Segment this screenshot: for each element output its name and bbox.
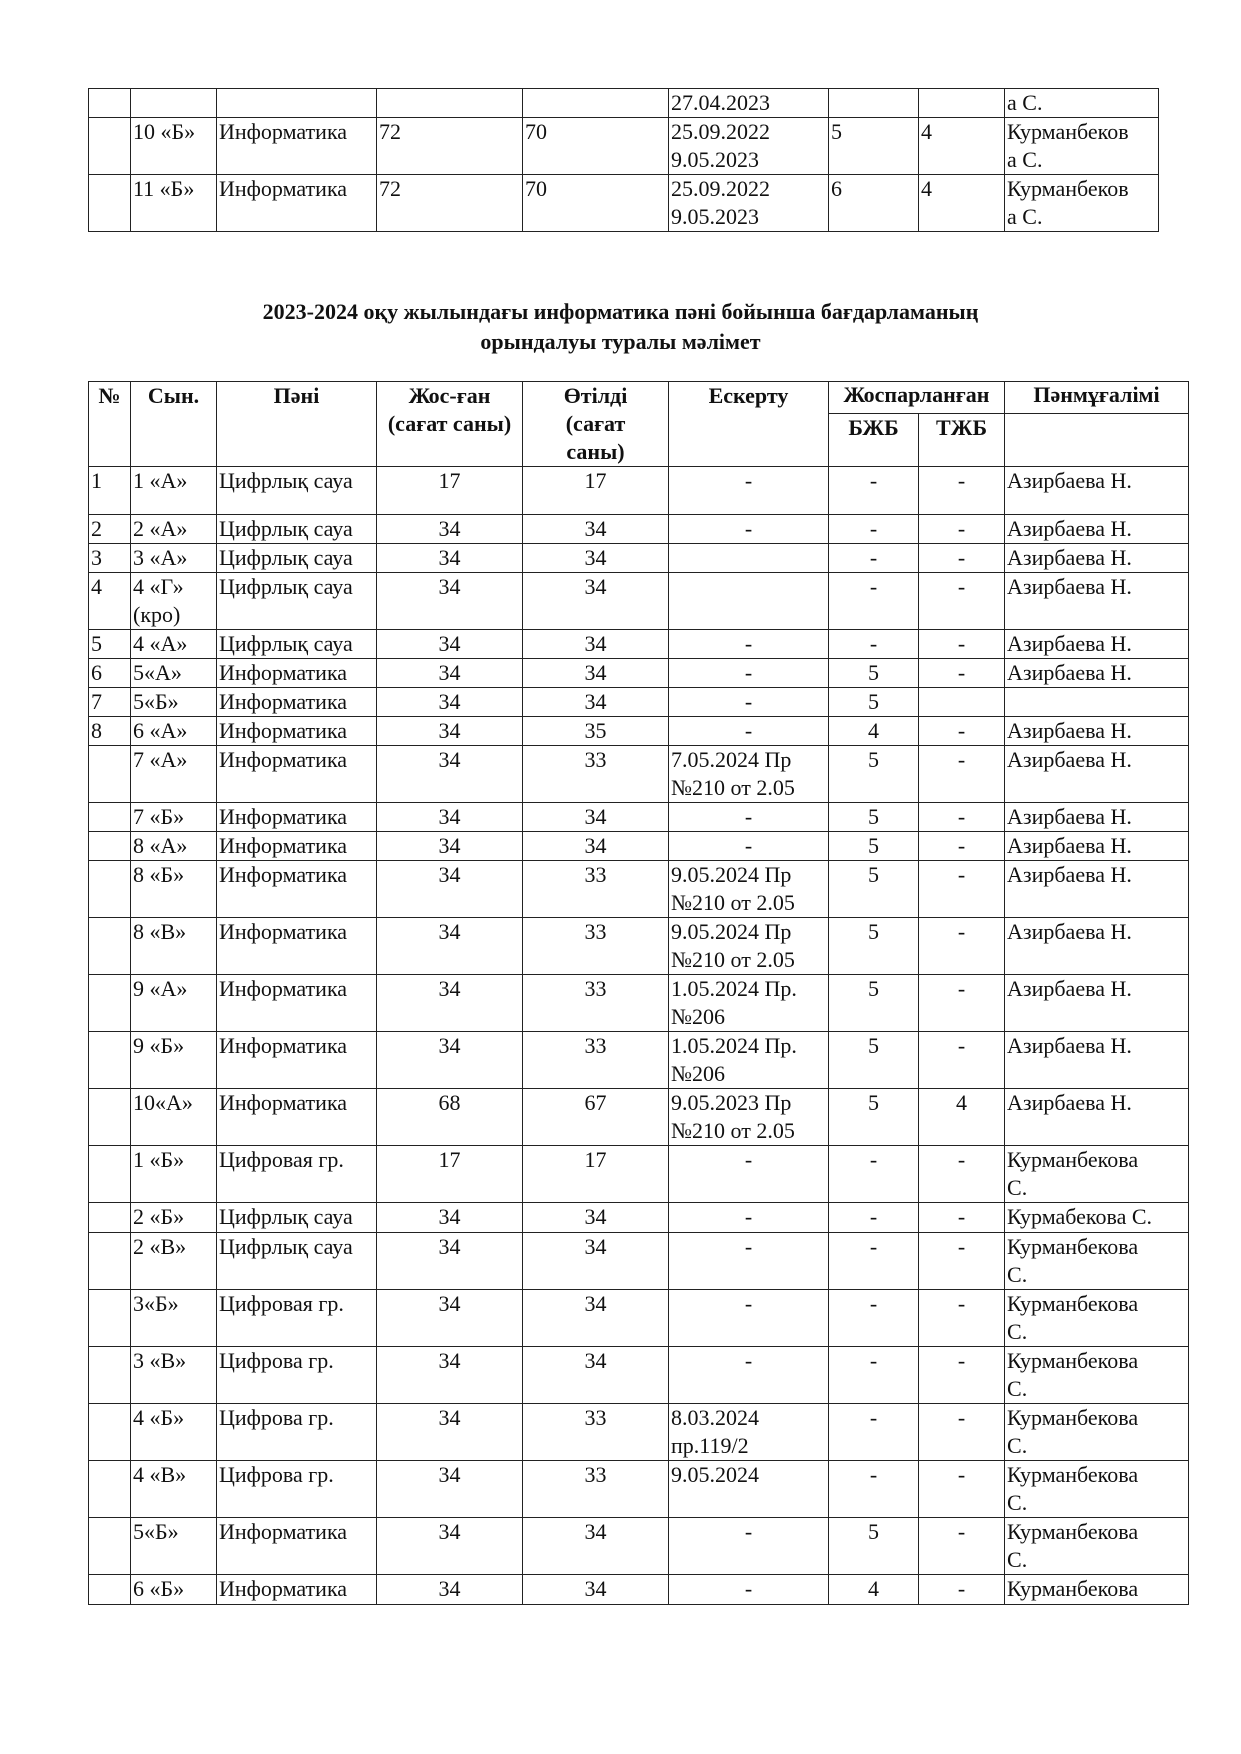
cell-tzhb: - <box>919 746 1005 803</box>
cell-done: 17 <box>523 467 669 515</box>
cell-cls: 9 «Б» <box>131 1032 217 1089</box>
cell-bzhb: 5 <box>829 688 919 717</box>
cell-cls: 9 «А» <box>131 975 217 1032</box>
cell-subject: Информатика <box>217 918 377 975</box>
cell-teacher: Азирбаева Н. <box>1005 746 1189 803</box>
cell-num: 5 <box>89 630 131 659</box>
cell-note <box>669 544 829 573</box>
cell-planned: 34 <box>377 1461 523 1518</box>
cell-done: 70 <box>523 118 669 175</box>
cell-done: 33 <box>523 1404 669 1461</box>
cell-tzhb: - <box>919 861 1005 918</box>
table-row <box>89 918 1189 975</box>
cell-planned: 34 <box>377 832 523 861</box>
table-row <box>89 1404 1189 1461</box>
cell-tzhb: - <box>919 717 1005 746</box>
cell-planned: 34 <box>377 717 523 746</box>
cell-planned: 34 <box>377 1347 523 1404</box>
table-row <box>89 89 1159 118</box>
cell-cls: 5«А» <box>131 659 217 688</box>
table-row <box>89 515 1189 544</box>
cell-done: 34 <box>523 573 669 630</box>
cell-bzhb: 4 <box>829 717 919 746</box>
cell-planned: 34 <box>377 746 523 803</box>
cell-tzhb: - <box>919 630 1005 659</box>
cell-note: 9.05.2024 <box>669 1461 829 1518</box>
cell-planned: 34 <box>377 1404 523 1461</box>
program-execution-table <box>88 381 1189 1605</box>
cell-teacher: Курманбекова С. <box>1005 1461 1189 1518</box>
cell-cls: 4 «А» <box>131 630 217 659</box>
cell-done: 34 <box>523 832 669 861</box>
cell-cls: 3 «В» <box>131 1347 217 1404</box>
header-bzhb: БЖБ <box>829 414 919 467</box>
cell-planned: 34 <box>377 1575 523 1605</box>
cell-note: - <box>669 467 829 515</box>
cell-num <box>89 1146 131 1203</box>
cell-done: 17 <box>523 1146 669 1203</box>
cell-done: 34 <box>523 688 669 717</box>
cell-dates: 27.04.2023 <box>669 89 829 118</box>
cell-done: 34 <box>523 1575 669 1605</box>
table-row <box>89 118 1159 175</box>
cell-done: 33 <box>523 975 669 1032</box>
cell-num <box>89 803 131 832</box>
cell-teacher: Курманбекова <box>1005 1575 1189 1605</box>
cell-done: 33 <box>523 746 669 803</box>
cell-bzhb: - <box>829 630 919 659</box>
header-subject: Пәні <box>217 382 377 467</box>
cell-bzhb: - <box>829 467 919 515</box>
cell-subject: Информатика <box>217 975 377 1032</box>
table-row <box>89 1203 1189 1233</box>
cell-num <box>89 1032 131 1089</box>
cell-bzhb: 4 <box>829 1575 919 1605</box>
cell-bzhb: 5 <box>829 975 919 1032</box>
header-note: Ескерту <box>669 382 829 467</box>
cell-bzhb: - <box>829 1347 919 1404</box>
cell-planned: 34 <box>377 544 523 573</box>
cell-cls <box>131 89 217 118</box>
table-row <box>89 717 1189 746</box>
cell-cls: 7 «А» <box>131 746 217 803</box>
cell-teacher: Курманбекова С. <box>1005 1233 1189 1290</box>
cell-subject: Информатика <box>217 803 377 832</box>
cell-teacher: Курманбекова С. <box>1005 1404 1189 1461</box>
cell-cls: 2 «Б» <box>131 1203 217 1233</box>
header-done-hours: Өтілді (сағат саны) <box>523 382 669 467</box>
cell-num <box>89 89 131 118</box>
cell-num <box>89 1404 131 1461</box>
cell-done: 34 <box>523 1518 669 1575</box>
cell-num <box>89 1461 131 1518</box>
cell-bzhb <box>829 89 919 118</box>
cell-done: 35 <box>523 717 669 746</box>
cell-bzhb: - <box>829 1404 919 1461</box>
cell-planned: 34 <box>377 1203 523 1233</box>
cell-planned: 17 <box>377 1146 523 1203</box>
cell-bzhb: - <box>829 1203 919 1233</box>
cell-bzhb: - <box>829 573 919 630</box>
cell-teacher: Курманбекова С. <box>1005 1290 1189 1347</box>
cell-tzhb: - <box>919 832 1005 861</box>
cell-bzhb: 5 <box>829 1518 919 1575</box>
cell-subject: Цифровая гр. <box>217 1290 377 1347</box>
cell-cls: 3 «А» <box>131 544 217 573</box>
cell-bzhb: 5 <box>829 659 919 688</box>
table-row <box>89 659 1189 688</box>
cell-bzhb: 5 <box>829 1032 919 1089</box>
cell-planned: 34 <box>377 861 523 918</box>
header-teacher-blank <box>1005 414 1189 467</box>
cell-num: 3 <box>89 544 131 573</box>
cell-cls: 5«Б» <box>131 1518 217 1575</box>
cell-subject: Цифрлық сауа <box>217 630 377 659</box>
cell-num: 1 <box>89 467 131 515</box>
cell-teacher: Курманбеков а С. <box>1005 175 1159 232</box>
cell-subject: Информатика <box>217 1575 377 1605</box>
cell-done: 67 <box>523 1089 669 1146</box>
table-row <box>89 1575 1189 1605</box>
header-class: Сын. <box>131 382 217 467</box>
cell-bzhb: - <box>829 1233 919 1290</box>
cell-note: 1.05.2024 Пр. №206 <box>669 975 829 1032</box>
cell-teacher: Азирбаева Н. <box>1005 803 1189 832</box>
cell-tzhb: - <box>919 918 1005 975</box>
table-row <box>89 1032 1189 1089</box>
cell-done: 34 <box>523 1290 669 1347</box>
cell-subject: Цифрлық сауа <box>217 515 377 544</box>
cell-cls: 1 «Б» <box>131 1146 217 1203</box>
cell-teacher: Курманбекова С. <box>1005 1347 1189 1404</box>
cell-cls: 2 «А» <box>131 515 217 544</box>
cell-subject: Цифрлық сауа <box>217 1203 377 1233</box>
cell-teacher: Азирбаева Н. <box>1005 975 1189 1032</box>
table-row <box>89 975 1189 1032</box>
cell-tzhb: - <box>919 1032 1005 1089</box>
cell-bzhb: - <box>829 1290 919 1347</box>
cell-cls: 4 «Б» <box>131 1404 217 1461</box>
cell-teacher: Азирбаева Н. <box>1005 717 1189 746</box>
cell-teacher: Азирбаева Н. <box>1005 467 1189 515</box>
cell-note: - <box>669 1347 829 1404</box>
cell-subject: Цифрлық сауа <box>217 467 377 515</box>
cell-teacher: Курманбекова С. <box>1005 1146 1189 1203</box>
cell-num <box>89 746 131 803</box>
cell-planned: 72 <box>377 175 523 232</box>
cell-num: 2 <box>89 515 131 544</box>
cell-tzhb: 4 <box>919 1089 1005 1146</box>
cell-cls: 4 «Г» (кро) <box>131 573 217 630</box>
cell-done: 34 <box>523 1203 669 1233</box>
cell-subject: Информатика <box>217 118 377 175</box>
cell-tzhb: - <box>919 1146 1005 1203</box>
cell-subject: Информатика <box>217 659 377 688</box>
cell-tzhb: - <box>919 1518 1005 1575</box>
cell-num <box>89 918 131 975</box>
cell-cls: 7 «Б» <box>131 803 217 832</box>
cell-planned: 34 <box>377 630 523 659</box>
cell-note: 8.03.2024 пр.119/2 <box>669 1404 829 1461</box>
cell-tzhb: - <box>919 1290 1005 1347</box>
cell-subject: Информатика <box>217 861 377 918</box>
table-row <box>89 175 1159 232</box>
cell-num: 6 <box>89 659 131 688</box>
cell-done: 34 <box>523 803 669 832</box>
cell-done <box>523 89 669 118</box>
cell-teacher: Азирбаева Н. <box>1005 1089 1189 1146</box>
cell-tzhb: - <box>919 803 1005 832</box>
page-title <box>0 297 1241 357</box>
cell-note <box>669 573 829 630</box>
cell-note: - <box>669 1518 829 1575</box>
header-teacher: Пәнмұғалімі <box>1005 382 1189 414</box>
cell-bzhb: 5 <box>829 861 919 918</box>
cell-note: - <box>669 832 829 861</box>
cell-subject: Цифровая гр. <box>217 1146 377 1203</box>
cell-subject: Информатика <box>217 1089 377 1146</box>
cell-cls: 10«А» <box>131 1089 217 1146</box>
cell-done: 34 <box>523 659 669 688</box>
cell-bzhb: 5 <box>829 803 919 832</box>
cell-bzhb: 5 <box>829 918 919 975</box>
cell-bzhb: 5 <box>829 118 919 175</box>
cell-done: 34 <box>523 1233 669 1290</box>
table-row <box>89 630 1189 659</box>
cell-subject: Цифрлық сауа <box>217 1233 377 1290</box>
table-row <box>89 1347 1189 1404</box>
cell-bzhb: 6 <box>829 175 919 232</box>
cell-cls: 5«Б» <box>131 688 217 717</box>
cell-planned: 17 <box>377 467 523 515</box>
header-row <box>89 382 1189 414</box>
cell-planned: 34 <box>377 688 523 717</box>
cell-planned: 34 <box>377 975 523 1032</box>
cell-planned: 68 <box>377 1089 523 1146</box>
cell-num <box>89 1575 131 1605</box>
cell-subject: Цифрлық сауа <box>217 544 377 573</box>
cell-tzhb: - <box>919 1404 1005 1461</box>
cell-note: 9.05.2024 Пр №210 от 2.05 <box>669 918 829 975</box>
table-row <box>89 688 1189 717</box>
cell-tzhb: - <box>919 975 1005 1032</box>
cell-done: 34 <box>523 630 669 659</box>
cell-bzhb: - <box>829 544 919 573</box>
cell-tzhb: - <box>919 1461 1005 1518</box>
cell-note: - <box>669 1290 829 1347</box>
cell-dates: 25.09.2022 9.05.2023 <box>669 118 829 175</box>
cell-note: - <box>669 515 829 544</box>
cell-bzhb: 5 <box>829 1089 919 1146</box>
cell-cls: 6 «А» <box>131 717 217 746</box>
cell-done: 33 <box>523 1032 669 1089</box>
cell-subject: Информатика <box>217 746 377 803</box>
cell-tzhb: 4 <box>919 175 1005 232</box>
cell-num <box>89 1347 131 1404</box>
cell-bzhb: - <box>829 1146 919 1203</box>
cell-cls: 8 «В» <box>131 918 217 975</box>
table-row <box>89 1233 1189 1290</box>
cell-tzhb <box>919 89 1005 118</box>
cell-bzhb: - <box>829 515 919 544</box>
cell-tzhb: - <box>919 573 1005 630</box>
cell-note: - <box>669 803 829 832</box>
cell-num: 8 <box>89 717 131 746</box>
previous-year-table <box>88 88 1159 232</box>
cell-teacher: Азирбаева Н. <box>1005 659 1189 688</box>
cell-tzhb: - <box>919 1203 1005 1233</box>
cell-note: 9.05.2024 Пр №210 от 2.05 <box>669 861 829 918</box>
cell-subject: Цифрова гр. <box>217 1347 377 1404</box>
cell-done: 33 <box>523 861 669 918</box>
cell-teacher: Азирбаева Н. <box>1005 918 1189 975</box>
cell-done: 34 <box>523 515 669 544</box>
cell-note: - <box>669 1233 829 1290</box>
cell-teacher: Курманбеков а С. <box>1005 118 1159 175</box>
cell-num <box>89 832 131 861</box>
cell-note: - <box>669 659 829 688</box>
cell-cls: 4 «В» <box>131 1461 217 1518</box>
cell-tzhb: 4 <box>919 118 1005 175</box>
table-row <box>89 1290 1189 1347</box>
cell-note: 1.05.2024 Пр. №206 <box>669 1032 829 1089</box>
cell-subject: Информатика <box>217 832 377 861</box>
table-row <box>89 573 1189 630</box>
cell-note: 7.05.2024 Пр №210 от 2.05 <box>669 746 829 803</box>
table-row <box>89 1089 1189 1146</box>
cell-teacher <box>1005 688 1189 717</box>
cell-done: 34 <box>523 544 669 573</box>
table-row <box>89 832 1189 861</box>
cell-teacher: Азирбаева Н. <box>1005 515 1189 544</box>
cell-planned: 34 <box>377 1032 523 1089</box>
cell-cls: 8 «А» <box>131 832 217 861</box>
cell-done: 34 <box>523 1347 669 1404</box>
cell-cls: 1 «А» <box>131 467 217 515</box>
cell-teacher: Курмабекова С. <box>1005 1203 1189 1233</box>
cell-num <box>89 975 131 1032</box>
cell-note: 9.05.2023 Пр №210 от 2.05 <box>669 1089 829 1146</box>
table-row <box>89 803 1189 832</box>
cell-cls: 10 «Б» <box>131 118 217 175</box>
cell-done: 33 <box>523 1461 669 1518</box>
cell-tzhb: - <box>919 659 1005 688</box>
cell-num <box>89 861 131 918</box>
cell-planned: 34 <box>377 803 523 832</box>
table-row <box>89 746 1189 803</box>
cell-num <box>89 1518 131 1575</box>
cell-num <box>89 1203 131 1233</box>
cell-subject: Информатика <box>217 175 377 232</box>
cell-planned: 34 <box>377 659 523 688</box>
cell-done: 33 <box>523 918 669 975</box>
cell-teacher: Азирбаева Н. <box>1005 1032 1189 1089</box>
cell-subject: Цифрова гр. <box>217 1404 377 1461</box>
cell-subject <box>217 89 377 118</box>
cell-cls: 8 «Б» <box>131 861 217 918</box>
cell-planned: 34 <box>377 1233 523 1290</box>
cell-num <box>89 1290 131 1347</box>
title-line-1: 2023-2024 оқу жылындағы информатика пәні бойынша бағдарламаның <box>262 299 979 324</box>
table-row <box>89 1146 1189 1203</box>
cell-planned: 34 <box>377 1290 523 1347</box>
cell-cls: 2 «В» <box>131 1233 217 1290</box>
cell-num <box>89 118 131 175</box>
cell-teacher: а С. <box>1005 89 1159 118</box>
cell-dates: 25.09.2022 9.05.2023 <box>669 175 829 232</box>
cell-teacher: Азирбаева Н. <box>1005 861 1189 918</box>
cell-subject: Информатика <box>217 1518 377 1575</box>
header-num: № <box>89 382 131 467</box>
cell-num: 7 <box>89 688 131 717</box>
cell-planned: 34 <box>377 1518 523 1575</box>
cell-tzhb: - <box>919 1575 1005 1605</box>
cell-planned <box>377 89 523 118</box>
cell-num <box>89 1089 131 1146</box>
cell-note: - <box>669 1203 829 1233</box>
cell-note: - <box>669 630 829 659</box>
cell-note: - <box>669 1146 829 1203</box>
cell-bzhb: - <box>829 1461 919 1518</box>
cell-tzhb: - <box>919 1233 1005 1290</box>
cell-cls: 11 «Б» <box>131 175 217 232</box>
cell-num: 4 <box>89 573 131 630</box>
cell-bzhb: 5 <box>829 832 919 861</box>
cell-subject: Информатика <box>217 1032 377 1089</box>
header-planned-group: Жоспарланған <box>829 382 1005 414</box>
cell-note: - <box>669 688 829 717</box>
cell-num <box>89 1233 131 1290</box>
cell-tzhb <box>919 688 1005 717</box>
cell-tzhb: - <box>919 544 1005 573</box>
cell-tzhb: - <box>919 467 1005 515</box>
cell-note: - <box>669 717 829 746</box>
cell-planned: 72 <box>377 118 523 175</box>
cell-cls: 3«Б» <box>131 1290 217 1347</box>
cell-planned: 34 <box>377 918 523 975</box>
cell-teacher: Азирбаева Н. <box>1005 630 1189 659</box>
header-tzhb: ТЖБ <box>919 414 1005 467</box>
cell-teacher: Азирбаева Н. <box>1005 832 1189 861</box>
table-row <box>89 861 1189 918</box>
cell-subject: Цифрлық сауа <box>217 573 377 630</box>
table-row <box>89 467 1189 515</box>
title-line-2: орындалуы туралы мәлімет <box>480 329 761 354</box>
table-row <box>89 1461 1189 1518</box>
cell-planned: 34 <box>377 515 523 544</box>
cell-planned: 34 <box>377 573 523 630</box>
cell-done: 70 <box>523 175 669 232</box>
cell-tzhb: - <box>919 515 1005 544</box>
cell-bzhb: 5 <box>829 746 919 803</box>
cell-subject: Информатика <box>217 688 377 717</box>
header-planned-hours: Жос-ған (сағат саны) <box>377 382 523 467</box>
cell-teacher: Азирбаева Н. <box>1005 573 1189 630</box>
table-row <box>89 544 1189 573</box>
cell-teacher: Азирбаева Н. <box>1005 544 1189 573</box>
cell-tzhb: - <box>919 1347 1005 1404</box>
cell-subject: Цифрова гр. <box>217 1461 377 1518</box>
cell-num <box>89 175 131 232</box>
cell-subject: Информатика <box>217 717 377 746</box>
cell-cls: 6 «Б» <box>131 1575 217 1605</box>
table-row <box>89 1518 1189 1575</box>
cell-teacher: Курманбекова С. <box>1005 1518 1189 1575</box>
cell-note: - <box>669 1575 829 1605</box>
